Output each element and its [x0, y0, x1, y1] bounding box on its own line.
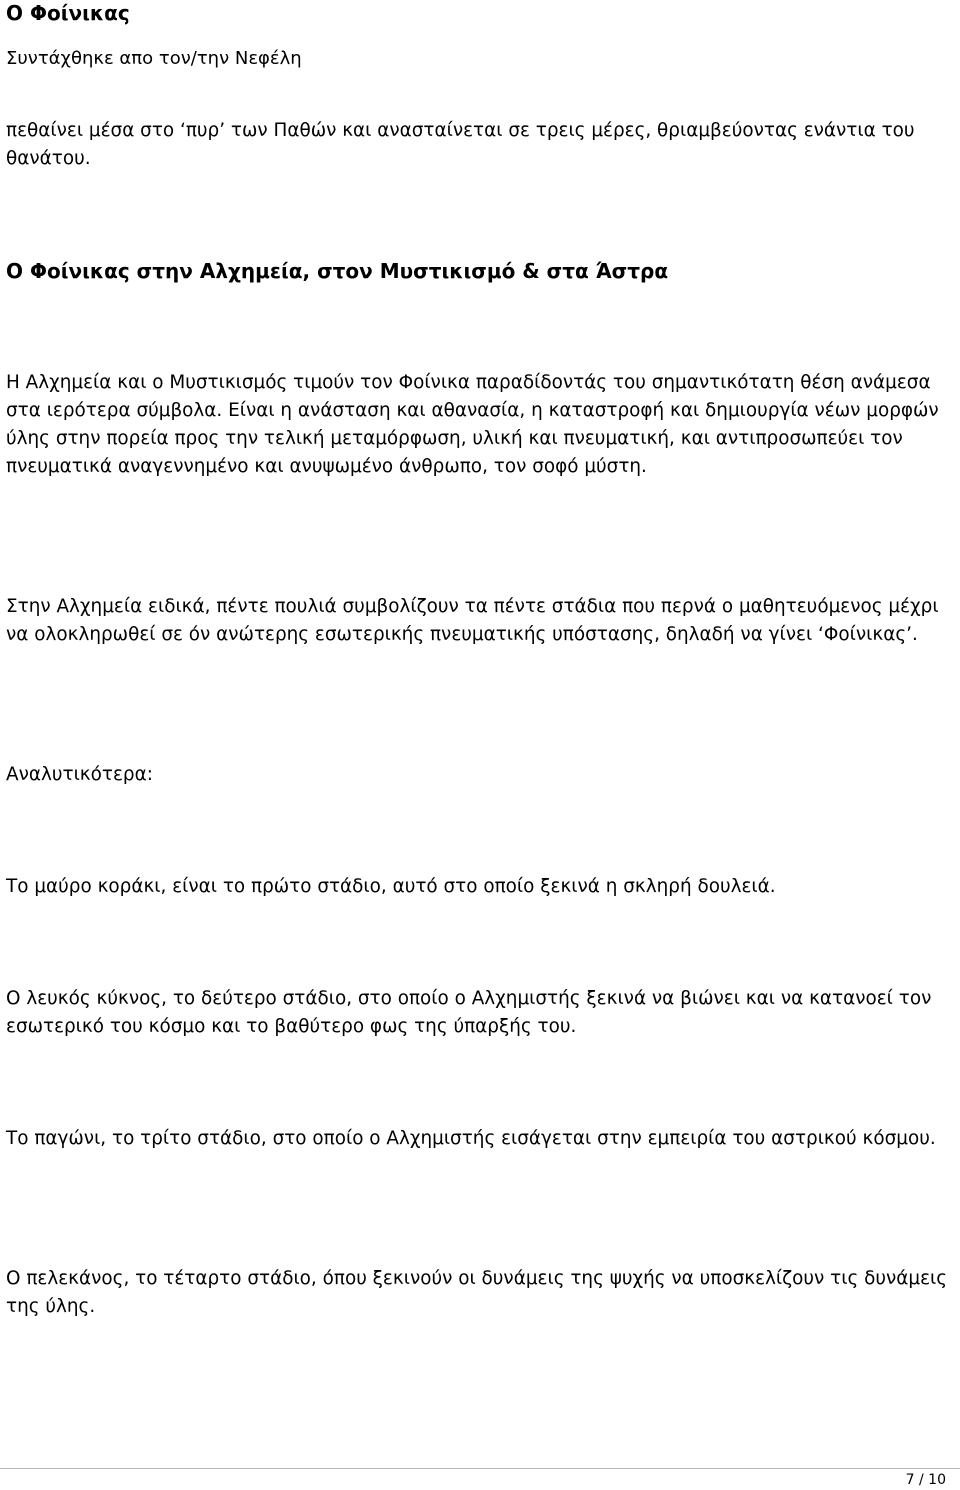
paragraph-alchemy-mysticism: Η Αλχημεία και ο Μυστικισμός τιμούν τον Φοίνικα παραδίδοντάς του σημαντικότατη θέση ανάμεσα στα ιερότερα σύμβολα. Είναι η ανάσταση και αθανασία, η καταστροφή και δημιουργία νέων μορφών ύλης στην πορεία προς την τελική μεταμόρφωση, υλική και πνευματική, και αντιπροσωπεύει τον πνευματικά αναγεννημένο και ανυψωμένο άνθρωπο, τον σοφό μύστη.	[6, 372, 939, 477]
paragraph-black-raven: Το μαύρο κοράκι, είναι το πρώτο στάδιο, αυτό στο οποίο ξεκινά η σκληρή δουλειά.	[6, 876, 776, 897]
paragraph-analytically: Αναλυτικότερα:	[6, 764, 153, 785]
paragraph-peacock: Το παγώνι, το τρίτο στάδιο, στο οποίο ο Αλχημιστής εισάγεται στην εμπειρία του αστρικού κόσμου.	[6, 1128, 936, 1149]
section-heading: Ο Φοίνικας στην Αλχημεία, στον Μυστικισμό & στα Άστρα	[6, 259, 669, 283]
author-line: Συντάχθηκε απο τον/την Νεφέλη	[6, 48, 302, 69]
paragraph-five-birds: Στην Αλχημεία ειδικά, πέντε πουλιά συμβολίζουν τα πέντε στάδια που περνά ο μαθητευόμενος μέχρι να ολοκληρωθεί σε όν ανώτερης εσωτερικής πνευματικής υπόστασης, δηλαδή να γίνει ‘Φοίνικας’.	[6, 596, 939, 645]
document-title: Ο Φοίνικας	[6, 1, 130, 25]
paragraph-white-swan: Ο λευκός κύκνος, το δεύτερο στάδιο, στο οποίο ο Αλχημιστής ξεκινά να βιώνει και να κατανοεί τον εσωτερικό του κόσμο και το βαθύτερο φως της ύπαρξής του.	[6, 988, 932, 1037]
paragraph-pelican: Ο πελεκάνος, το τέταρτο στάδιο, όπου ξεκινούν οι δυνάμεις της ψυχής να υποσκελίζουν τις δυνάμεις της ύλης.	[6, 1268, 948, 1317]
page-number: 7 / 10	[905, 1472, 946, 1488]
intro-paragraph: πεθαίνει μέσα στο ‘πυρ’ των Παθών και ανασταίνεται σε τρεις μέρες, θριαμβεύοντας ενάντια του θανάτου.	[6, 120, 915, 169]
footer-divider	[0, 1468, 960, 1469]
